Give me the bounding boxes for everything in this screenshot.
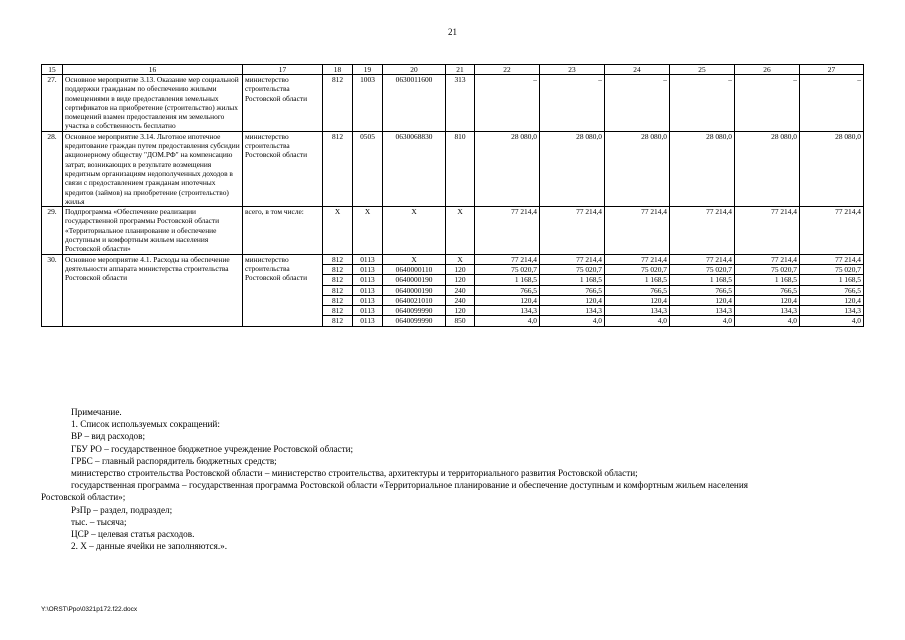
note-line: 2. Х – данные ячейки не заполняются.». [71,541,228,552]
note-line: ЦСР – целевая статья расходов. [71,529,195,540]
note-line: министерство строительства Ростовской области – министерство строительства, архитектуры и территориального развития Ростовской области; [71,468,638,479]
cell-value: 28 080,0 [735,131,800,206]
cell-value: 120,4 [735,295,800,305]
cell-csr: X [383,254,446,264]
row-executor: всего, в том числе: [243,207,323,254]
column-header: 23 [540,65,605,75]
cell-grbs: 812 [323,275,353,285]
column-header: 24 [605,65,670,75]
cell-value: 766,5 [800,285,864,295]
cell-grbs: 812 [323,264,353,274]
cell-value: – [800,75,864,132]
cell-value: 120,4 [605,295,670,305]
cell-grbs: 812 [323,285,353,295]
budget-table [41,64,864,327]
cell-csr: 0640000190 [383,285,446,295]
table-row [42,75,864,132]
cell-value: 77 214,4 [735,254,800,264]
cell-grbs: 812 [323,254,353,264]
cell-value: 77 214,4 [670,254,735,264]
column-header: 17 [243,65,323,75]
cell-rzpr: 0113 [353,295,383,305]
row-name: Подпрограмма «Обеспечение реализации государственной программы Ростовской области «Территориальное планирование и обеспечение доступным и комфортным жильем населения Ростовской области» [63,207,243,254]
cell-value: 28 080,0 [475,131,540,206]
cell-value: 1 168,5 [475,275,540,285]
cell-grbs: 812 [323,131,353,206]
notes-title: Примечание. [71,407,122,417]
cell-value: 134,3 [735,306,800,316]
cell-value: 77 214,4 [475,207,540,254]
cell-value: 4,0 [475,316,540,326]
table-row [42,131,864,206]
cell-value: 1 168,5 [735,275,800,285]
column-header: 27 [800,65,864,75]
cell-rzpr: 0113 [353,254,383,264]
cell-value: 766,5 [475,285,540,295]
cell-csr: 0640000190 [383,275,446,285]
cell-vr: X [446,254,475,264]
column-header: 18 [323,65,353,75]
cell-value: 75 020,7 [540,264,605,274]
cell-value: – [670,75,735,132]
cell-grbs: 812 [323,306,353,316]
column-header: 26 [735,65,800,75]
cell-value: 4,0 [735,316,800,326]
cell-value: 28 080,0 [605,131,670,206]
cell-value: 75 020,7 [670,264,735,274]
cell-csr: 0630011600 [383,75,446,132]
column-header: 19 [353,65,383,75]
row-number: 30. [42,254,63,326]
cell-value: 120,4 [475,295,540,305]
cell-value: 766,5 [735,285,800,295]
cell-csr: 0640099990 [383,316,446,326]
cell-value: 75 020,7 [735,264,800,274]
cell-value: 134,3 [670,306,735,316]
cell-vr: 313 [446,75,475,132]
note-line: ВР – вид расходов; [71,431,146,442]
column-header: 21 [446,65,475,75]
cell-value: 766,5 [670,285,735,295]
row-number: 29. [42,207,63,254]
cell-value: 77 214,4 [540,207,605,254]
cell-value: 134,3 [475,306,540,316]
note-line: ГРБС – главный распорядитель бюджетных средств; [71,455,277,466]
cell-rzpr: 1003 [353,75,383,132]
cell-value: 28 080,0 [800,131,864,206]
cell-value: 120,4 [670,295,735,305]
cell-value: 120,4 [540,295,605,305]
row-name: Основное мероприятие 3.14. Льготное ипотечное кредитование граждан путем предоставления субсидии акционерному обществу "ДОМ.РФ" на компенсацию затрат, возникающих в результате возмещения кредитным организациям недополученных доходов в связи с предоставлением гражданам ипотечных кредитов (займов) на приобретение (строительство) жилья [63,131,243,206]
note-line: 1. Список используемых сокращений: [71,419,220,430]
cell-grbs: 812 [323,316,353,326]
cell-rzpr: 0113 [353,264,383,274]
column-header: 16 [63,65,243,75]
cell-value: 134,3 [540,306,605,316]
cell-value: 77 214,4 [540,254,605,264]
cell-value: 28 080,0 [670,131,735,206]
file-path-footer: Y:\ORST\Ppo\0321p172.f22.docx [41,606,138,613]
notes-block [41,406,863,552]
cell-value: – [475,75,540,132]
cell-value: 4,0 [800,316,864,326]
row-number: 27. [42,75,63,132]
cell-value: 77 214,4 [475,254,540,264]
cell-value: 766,5 [605,285,670,295]
note-line: государственная программа – государственная программа Ростовской области «Территориальное планирование и обеспечение доступным и комфортным жильем населения [71,480,748,491]
cell-vr: 240 [446,285,475,295]
cell-value: – [605,75,670,132]
cell-value: 766,5 [540,285,605,295]
cell-value: 77 214,4 [605,207,670,254]
cell-rzpr: 0113 [353,306,383,316]
cell-value: – [735,75,800,132]
cell-value: 1 168,5 [670,275,735,285]
cell-value: 77 214,4 [670,207,735,254]
cell-rzpr: 0113 [353,285,383,295]
row-name: Основное мероприятие 3.13. Оказание мер социальной поддержки гражданам по обеспечению жилыми помещениями в виде предоставления земельных сертификатов на приобретение (строительство) жилых помещений взамен предоставления им земельного участка в собственность бесплатно [63,75,243,132]
cell-value: 4,0 [605,316,670,326]
cell-vr: 120 [446,306,475,316]
cell-grbs: 812 [323,295,353,305]
cell-value: 75 020,7 [475,264,540,274]
cell-vr: 850 [446,316,475,326]
cell-value: 134,3 [605,306,670,316]
row-number: 28. [42,131,63,206]
cell-grbs: X [323,207,353,254]
note-line: тыс. – тысяча; [71,516,127,527]
cell-csr: 0630068830 [383,131,446,206]
cell-rzpr: 0505 [353,131,383,206]
note-line: Ростовской области»; [41,492,126,503]
page-number: 21 [448,27,457,37]
column-header: 20 [383,65,446,75]
row-name: Основное мероприятие 4.1. Расходы на обеспечение деятельности аппарата министерства строительства Ростовской области [63,254,243,326]
cell-csr: X [383,207,446,254]
cell-value: 77 214,4 [800,254,864,264]
row-executor: министерство строительства Ростовской области [243,75,323,132]
note-line: РзПр – раздел, подраздел; [71,504,173,515]
cell-value: 77 214,4 [800,207,864,254]
cell-value: 77 214,4 [735,207,800,254]
cell-rzpr: X [353,207,383,254]
cell-value: 134,3 [800,306,864,316]
cell-csr: 0640021010 [383,295,446,305]
table-header-row [42,65,864,75]
note-line: ГБУ РО – государственное бюджетное учреждение Ростовской области; [71,443,354,454]
cell-csr: 0640000110 [383,264,446,274]
cell-value: 77 214,4 [605,254,670,264]
cell-value: 1 168,5 [800,275,864,285]
cell-value: 4,0 [540,316,605,326]
cell-value: 75 020,7 [605,264,670,274]
cell-value: 4,0 [670,316,735,326]
cell-vr: 120 [446,264,475,274]
column-header: 22 [475,65,540,75]
cell-value: – [540,75,605,132]
column-header: 15 [42,65,63,75]
table-row [42,207,864,254]
cell-grbs: 812 [323,75,353,132]
row-executor: министерство строительства Ростовской области [243,254,323,326]
cell-rzpr: 0113 [353,316,383,326]
cell-value: 75 020,7 [800,264,864,274]
cell-vr: 120 [446,275,475,285]
cell-value: 120,4 [800,295,864,305]
row-executor: министерство строительства Ростовской области [243,131,323,206]
column-header: 25 [670,65,735,75]
cell-csr: 0640099990 [383,306,446,316]
cell-value: 1 168,5 [540,275,605,285]
cell-vr: 810 [446,131,475,206]
cell-vr: 240 [446,295,475,305]
cell-value: 28 080,0 [540,131,605,206]
cell-vr: X [446,207,475,254]
cell-rzpr: 0113 [353,275,383,285]
cell-value: 1 168,5 [605,275,670,285]
table-row [42,254,864,264]
